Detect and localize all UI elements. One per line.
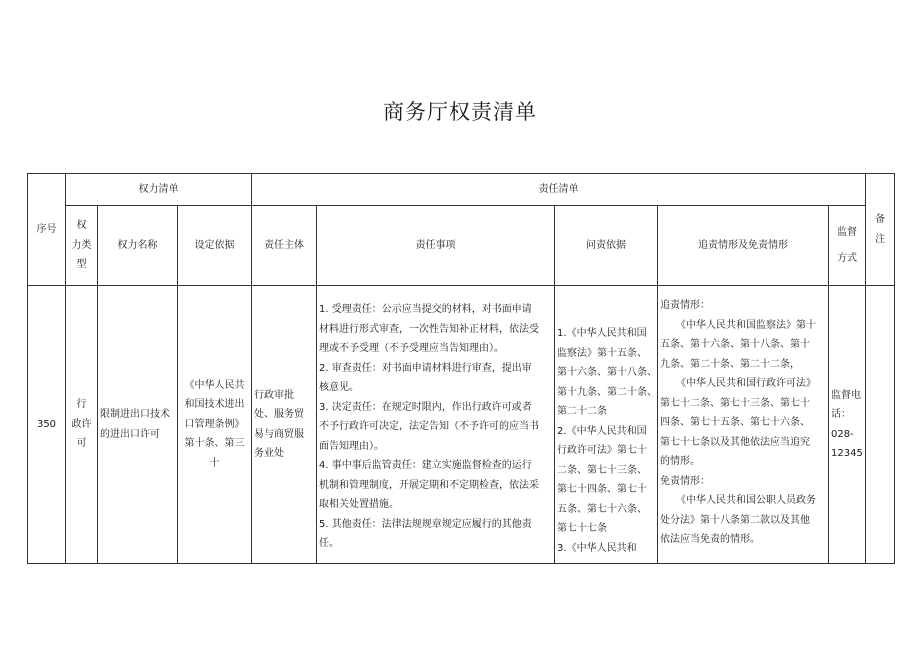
header-power-name: 权力名称 <box>98 206 178 286</box>
accountability-line: 2.《中华人民共和国 <box>557 425 647 437</box>
pursuit-line: 处分法》第十八条第二款以及其他 <box>660 514 811 526</box>
pursuit-line: 依法应当免责的情形。 <box>660 534 761 545</box>
duty-item-line: 5. 其他责任：法律法规规章规定应履行的其他责 <box>319 518 532 530</box>
accountability-line: 二条、第七十三条、 <box>557 464 648 476</box>
row-duty-items <box>317 286 555 564</box>
supervision-line: 12345 <box>831 448 863 459</box>
accountability-line: 第七十七条 <box>557 523 608 534</box>
row-basis-line: 第十条、第三 <box>184 438 245 450</box>
accountability-line: 监察法》第十五条、 <box>557 347 648 359</box>
accountability-line: 第七十四条、第七十 <box>557 484 648 495</box>
row-index: 350 <box>28 286 66 564</box>
row-pursuit-exemption <box>658 286 829 564</box>
duty-list-table <box>27 173 895 564</box>
header-supervision-line: 方式 <box>837 252 858 264</box>
row-basis <box>178 286 252 564</box>
header-duty-list: 责任清单 <box>252 174 866 206</box>
header-pursuit-exemption: 追责情形及免责情形 <box>658 206 829 286</box>
pursuit-line: 追责情形： <box>660 300 711 311</box>
header-duty-items: 责任事项 <box>317 206 555 286</box>
pursuit-line: 第七十二条、第七十三条、第七十 <box>660 397 811 409</box>
row-duty-subject <box>252 286 317 564</box>
row-accountability-basis <box>555 286 658 564</box>
header-remarks-line: 注 <box>875 233 886 245</box>
header-sub-row <box>28 206 895 286</box>
table-row <box>28 286 895 564</box>
pursuit-line: 的情形。 <box>660 456 701 467</box>
pursuit-line: 《中华人民共和国行政许可法》 <box>676 378 817 389</box>
row-supervision <box>829 286 866 564</box>
row-duty-subject-line: 行政审批 <box>254 389 295 401</box>
header-power-type-line: 力类 <box>71 239 92 251</box>
header-duty-subject: 责任主体 <box>252 206 317 286</box>
row-remarks <box>866 286 895 564</box>
accountability-line: 第二十二条 <box>557 406 608 417</box>
pursuit-line: 免责情形： <box>660 475 711 487</box>
row-power-type <box>66 286 98 564</box>
duty-item-line: 2. 审查责任：对书面申请材料进行审查，提出审 <box>319 362 532 374</box>
row-duty-subject-line: 处、服务贸 <box>254 409 305 420</box>
duty-item-line: 面告知理由）。 <box>319 440 385 452</box>
header-supervision <box>829 206 866 286</box>
header-group-row <box>28 174 895 206</box>
row-duty-subject-line: 务业处 <box>254 448 285 459</box>
row-power-type-line: 可 <box>76 438 87 450</box>
duty-item-line: 4. 事中事后监管责任：建立实施监督检查的运行 <box>319 460 532 471</box>
pursuit-line: 《中华人民共和国监察法》第十 <box>676 319 817 331</box>
header-power-list: 权力清单 <box>66 174 252 206</box>
header-remarks <box>866 174 895 286</box>
duty-item-line: 3. 决定责任：在规定时限内，作出行政许可或者 <box>319 401 532 413</box>
duty-item-line: 不予行政许可决定，法定告知（不予许可的应当书 <box>319 421 540 432</box>
supervision-line: 028- <box>831 428 854 440</box>
pursuit-line: 四条、第七十五条、第七十六条、 <box>660 417 811 428</box>
row-basis-line: 和国技术进出 <box>184 399 245 411</box>
accountability-line: 3.《中华人民共和 <box>557 542 637 554</box>
row-basis-line: 十 <box>209 457 220 469</box>
row-basis-line: 口管理条例》 <box>184 418 245 430</box>
row-duty-subject-line: 易与商贸服 <box>254 428 305 440</box>
row-power-name <box>98 286 178 564</box>
row-basis-line: 《中华人民共 <box>184 379 245 391</box>
duty-item-line: 取相关处置措施。 <box>319 499 400 510</box>
pursuit-line: 《中华人民共和国公职人员政务 <box>676 495 817 506</box>
row-power-name-line: 的进出口许可 <box>100 428 160 440</box>
row-power-type-line: 行 <box>76 399 87 411</box>
header-power-type <box>66 206 98 286</box>
header-remarks-line: 备 <box>875 214 886 225</box>
accountability-line: 第十六条、第十八条、 <box>557 367 658 378</box>
pursuit-line: 五条、第十六条、第十八条、第十 <box>660 339 811 350</box>
duty-item-line: 1. 受理责任：公示应当提交的材料，对书面申请 <box>319 304 532 315</box>
row-power-name-line: 限制进出口技术 <box>100 409 170 420</box>
header-index: 序号 <box>28 174 66 286</box>
accountability-line: 行政许可法》第七十 <box>557 445 648 456</box>
header-basis: 设定依据 <box>178 206 252 286</box>
pursuit-line: 九条、第二十条、第二十二条， <box>660 358 801 370</box>
page-title: 商务厅权责清单 <box>383 100 537 124</box>
duty-item-line: 任。 <box>319 538 340 549</box>
header-power-type-line: 型 <box>76 259 87 271</box>
pursuit-line: 第七十七条以及其他依法应当追究 <box>660 436 811 448</box>
accountability-line: 五条、第七十六条、 <box>557 503 648 515</box>
accountability-line: 1.《中华人民共和国 <box>557 328 647 339</box>
header-power-type-line: 权 <box>76 220 87 232</box>
duty-item-line: 核意见。 <box>319 382 360 393</box>
duty-item-line: 理或不予受理（不予受理应当告知理由）。 <box>319 343 505 354</box>
duty-item-line: 材料进行形式审查，一次性告知补正材料，依法受 <box>319 323 540 335</box>
header-accountability-basis: 问责依据 <box>555 206 658 286</box>
supervision-line: 监督电 <box>831 389 862 401</box>
header-supervision-line: 监督 <box>837 226 858 238</box>
supervision-line: 话： <box>831 409 852 420</box>
accountability-line: 第十九条、第二十条、 <box>557 386 658 398</box>
row-power-type-line: 政许 <box>71 418 92 430</box>
duty-item-line: 机制和管理制度，开展定期和不定期检查，依法采 <box>319 479 540 491</box>
